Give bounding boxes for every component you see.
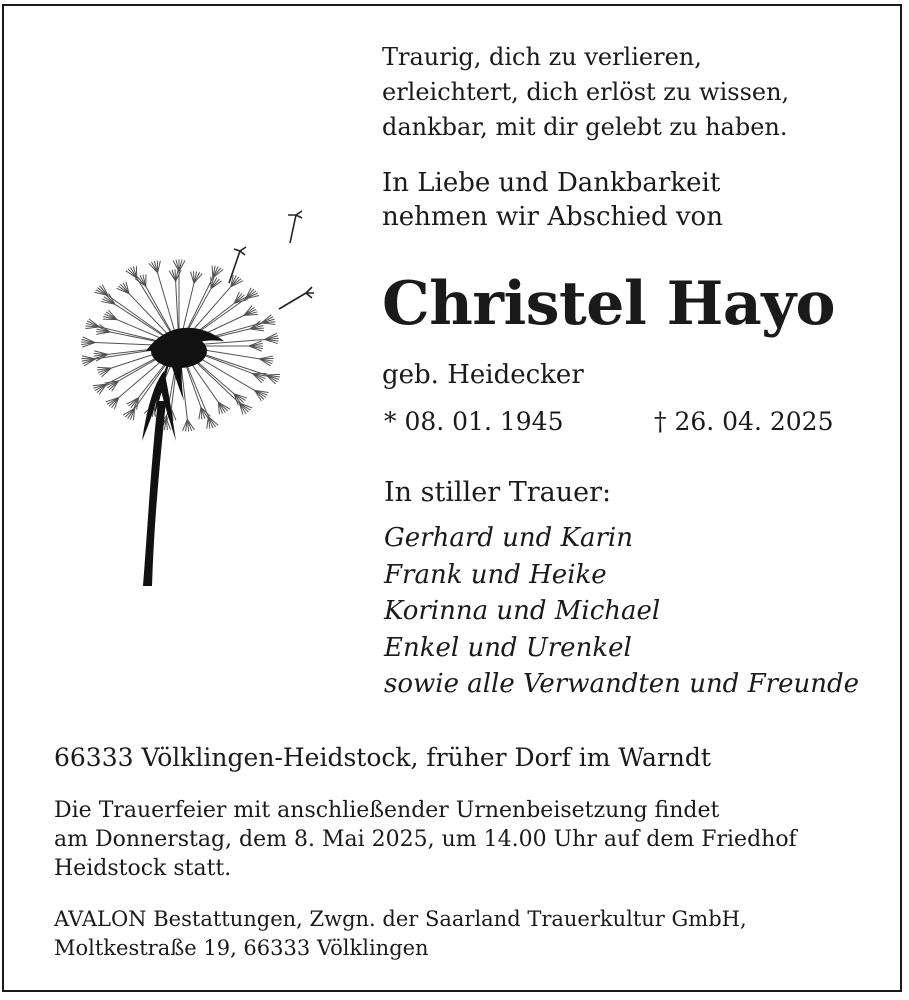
- poem: [382, 40, 789, 145]
- mourning-heading: In stiller Trauer:: [384, 477, 612, 508]
- mourner: Enkel und Urenkel: [384, 632, 632, 663]
- deceased-name: Christel Hayo: [382, 269, 836, 339]
- ceremony-info: [54, 796, 797, 883]
- mourner: Korinna und Michael: [384, 596, 661, 626]
- mourners-list: [384, 520, 859, 703]
- poem-line: Traurig, dich zu verlieren,: [382, 43, 702, 71]
- intro-text: [382, 166, 723, 234]
- intro-line: In Liebe und Dankbarkeit: [382, 168, 721, 198]
- ceremony-line: am Donnerstag, dem 8. Mai 2025, um 14.00 Uhr auf dem Friedhof: [54, 827, 797, 852]
- mourner: Gerhard und Karin: [384, 523, 633, 553]
- mourner: sowie alle Verwandten und Freunde: [384, 669, 859, 699]
- mourner: Frank und Heike: [384, 559, 607, 590]
- intro-line: nehmen wir Abschied von: [382, 202, 723, 232]
- ceremony-line: Die Trauerfeier mit anschließender Urnenbeisetzung findet: [54, 798, 720, 823]
- place-line: 66333 Völklingen-Heidstock, früher Dorf im Warndt: [54, 743, 711, 772]
- undertaker-line: AVALON Bestattungen, Zwgn. der Saarland Trauerkultur GmbH,: [54, 907, 747, 931]
- ceremony-line: Heidstock statt.: [54, 856, 232, 881]
- dandelion-icon: [64, 201, 334, 591]
- poem-line: dankbar, mit dir gelebt zu haben.: [382, 113, 788, 141]
- undertaker-line: Moltkestraße 19, 66333 Völklingen: [54, 936, 429, 960]
- birth-date: * 08. 01. 1945: [384, 407, 564, 436]
- poem-line: erleichtert, dich erlöst zu wissen,: [382, 78, 790, 106]
- undertaker-info: [54, 905, 747, 963]
- maiden-name: geb. Heidecker: [382, 360, 584, 390]
- death-date: † 26. 04. 2025: [654, 407, 834, 436]
- obituary-notice: [2, 4, 902, 992]
